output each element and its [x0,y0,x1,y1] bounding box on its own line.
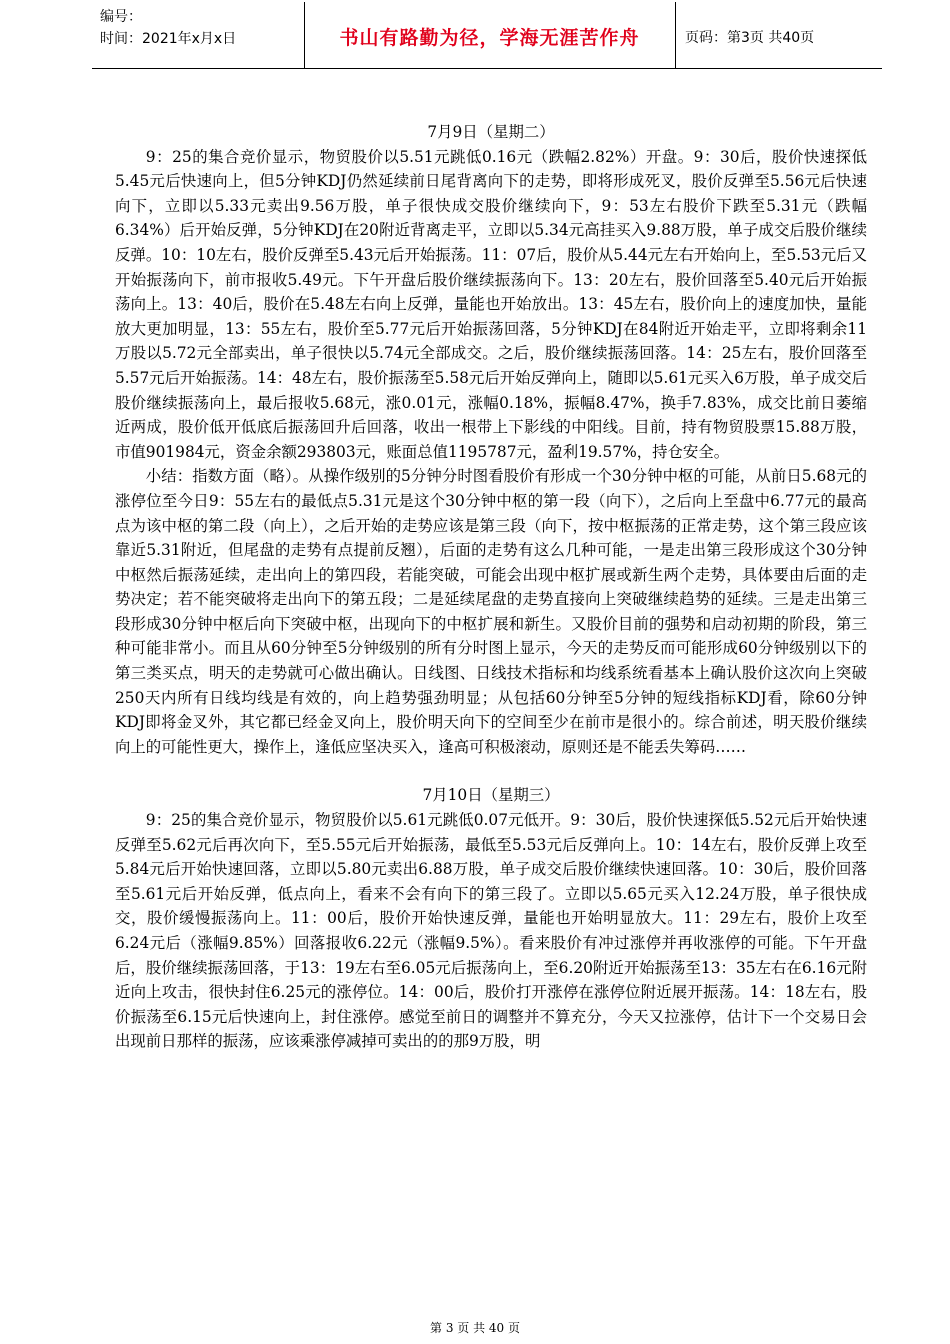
header-page-info: 页码：第3页 共40页 [685,30,815,46]
page-footer: 第 3 页 共 40 页 [430,1321,520,1335]
header-divider-right [675,2,676,68]
section-heading-july-9: 7月9日（星期二） [427,123,555,141]
header-motto: 书山有路勤为径，学海无涯苦作舟 [339,27,640,49]
document-body [115,120,867,1054]
time-label: 时间：2021年x月x日 [100,31,237,47]
paragraph-july-9-trading: 9：25的集合竞价显示，物贸股价以5.51元跳低0.16元（跌幅2.82%）开盘。9：30后，股价快速探低5.45元后快速向上，但5分钟KDJ仍然延续前日尾背离向下的走势，即将形成死叉，股价反弹至5.56元后快速向下，立即以5.33元卖出9.56万股，单子很快成交股价继续向下，9：53左右股价下跌至5.31元（跌幅6.34%）后开始反弹，5分钟KDJ在20附近背离走平，立即以5.34元高挂买入9.88万股，单子成交后股价继续反弹。10：10左右，股价反弹至5.43元后开始振荡。11：07后，股价从5.44元左右开始向上，至5.53元后又开始振荡向下，前市报收5.49元。下午开盘后股价继续振荡向下。13：20左右，股价回落至5.40元后开始振荡向上。13：40后，股价在5.48左右向上反弹，量能也开始放出。13：45左右，股价向上的速度加快，量能放大更加明显，13：55左右，股价至5.77元后开始振荡回落，5分钟KDJ在84附近开始走平，立即将剩余11万股以5.72元全部卖出，单子很快以5.74元全部成交。之后，股价继续振荡回落。14：25左右，股价回落至5.57元后开始振荡。14：48左右，股价振荡至5.58元后开始反弹向上，随即以5.61元买入6万股，单子成交后股价继续振荡向上，最后报收5.68元，涨0.01元，涨幅0.18%，振幅8.47%，换手7.83%，成交比前日萎缩近两成，股价低开低底后振荡回升后回落，收出一根带上下影线的中阳线。目前，持有物贸股票15.88万股，市值901984元，资金余额293803元，账面总值1195787元，盈利19.57%，持仓安全。 [115,147,867,461]
paragraph-july-10-trading: 9：25的集合竞价显示，物贸股价以5.61元跳低0.07元低开。9：30后，股价快速探低5.52元后开始快速反弹至5.62元后再次向下，至5.55元后开始振荡，最低至5.53元后反弹向上。10：14左右，股价反弹上攻至5.84元后开始快速回落，立即以5.80元卖出6.88万股，单子成交后股价继续快速回落。10：30后，股价回落至5.61元后开始反弹，低点向上，看来不会有向下的第三段了。立即以5.65元买入12.24万股，单子很快成交，股价缓慢振荡向上。11：00后，股价开始快速反弹，量能也开始明显放大。11：29左右，股价上攻至6.24元后（涨幅9.85%）回落报收6.22元（涨幅9.5%）。看来股价有冲过涨停并再收涨停的可能。下午开盘后，股价继续振荡回落，于13：19左右至6.05元后振荡向上，至6.20附近开始振荡至13：35左右在6.16元附近向上攻击，很快封住6.25元的涨停位。14：00后，股价打开涨停在涨停位附近展开振荡。14：18左右，股价振荡至6.15元后快速向上，封住涨停。感觉至前日的调整并不算充分，今天又拉涨停，估计下一个交易日会出现前日那样的振荡，应该乘涨停减掉可卖出的的那9万股，明 [115,811,867,1051]
paragraph-july-9-summary: 小结：指数方面（略）。从操作级别的5分钟分时图看股价有形成一个30分钟中枢的可能，从前日5.68元的涨停位至今日9：55左右的最低点5.31元是这个30分钟中枢的第一段（向下），之后向上至盘中6.77元的最高点为该中枢的第二段（向上），之后开始的走势应该是第三段（向下，按中枢振荡的正常走势，这个第三段应该靠近5.31附近，但尾盘的走势有点提前反翘），后面的走势有这么几种可能，一是走出第三段形成这个30分钟中枢然后振荡延续，走出向上的第四段，若能突破，可能会出现中枢扩展或新生两个走势，具体要由后面的走势决定；若不能突破将走出向下的第五段；二是延续尾盘的走势直接向上突破继续趋势的延续。三是走出第三段形成30分钟中枢后向下突破中枢，出现向下的中枢扩展和新生。又股价目前的强势和启动初期的阶段，第三种可能非常小。而且从60分钟至5分钟级别的所有分时图上显示，今天的走势反而可能形成60分钟级别以下的第三类买点，明天的走势就可心做出确认。日线图、日线技术指标和均线系统看基本上确认股价这次向上突破250天内所有日线均线是有效的，向上趋势强劲明显；从包括60分钟至5分钟的短线指标KDJ看，除60分钟KDJ即将金叉外，其它都已经金叉向上，股价明天向下的空间至少在前市是很小的。综合前述，明天股价继续向上的可能性更大，操作上，逢低应坚决买入，逢高可积极滚动，原则还是不能丢失筹码…… [115,467,868,756]
number-label: 编号： [100,9,142,25]
section-heading-july-10: 7月10日（星期三） [422,786,560,805]
page-header [92,2,882,69]
header-meta [100,6,300,50]
